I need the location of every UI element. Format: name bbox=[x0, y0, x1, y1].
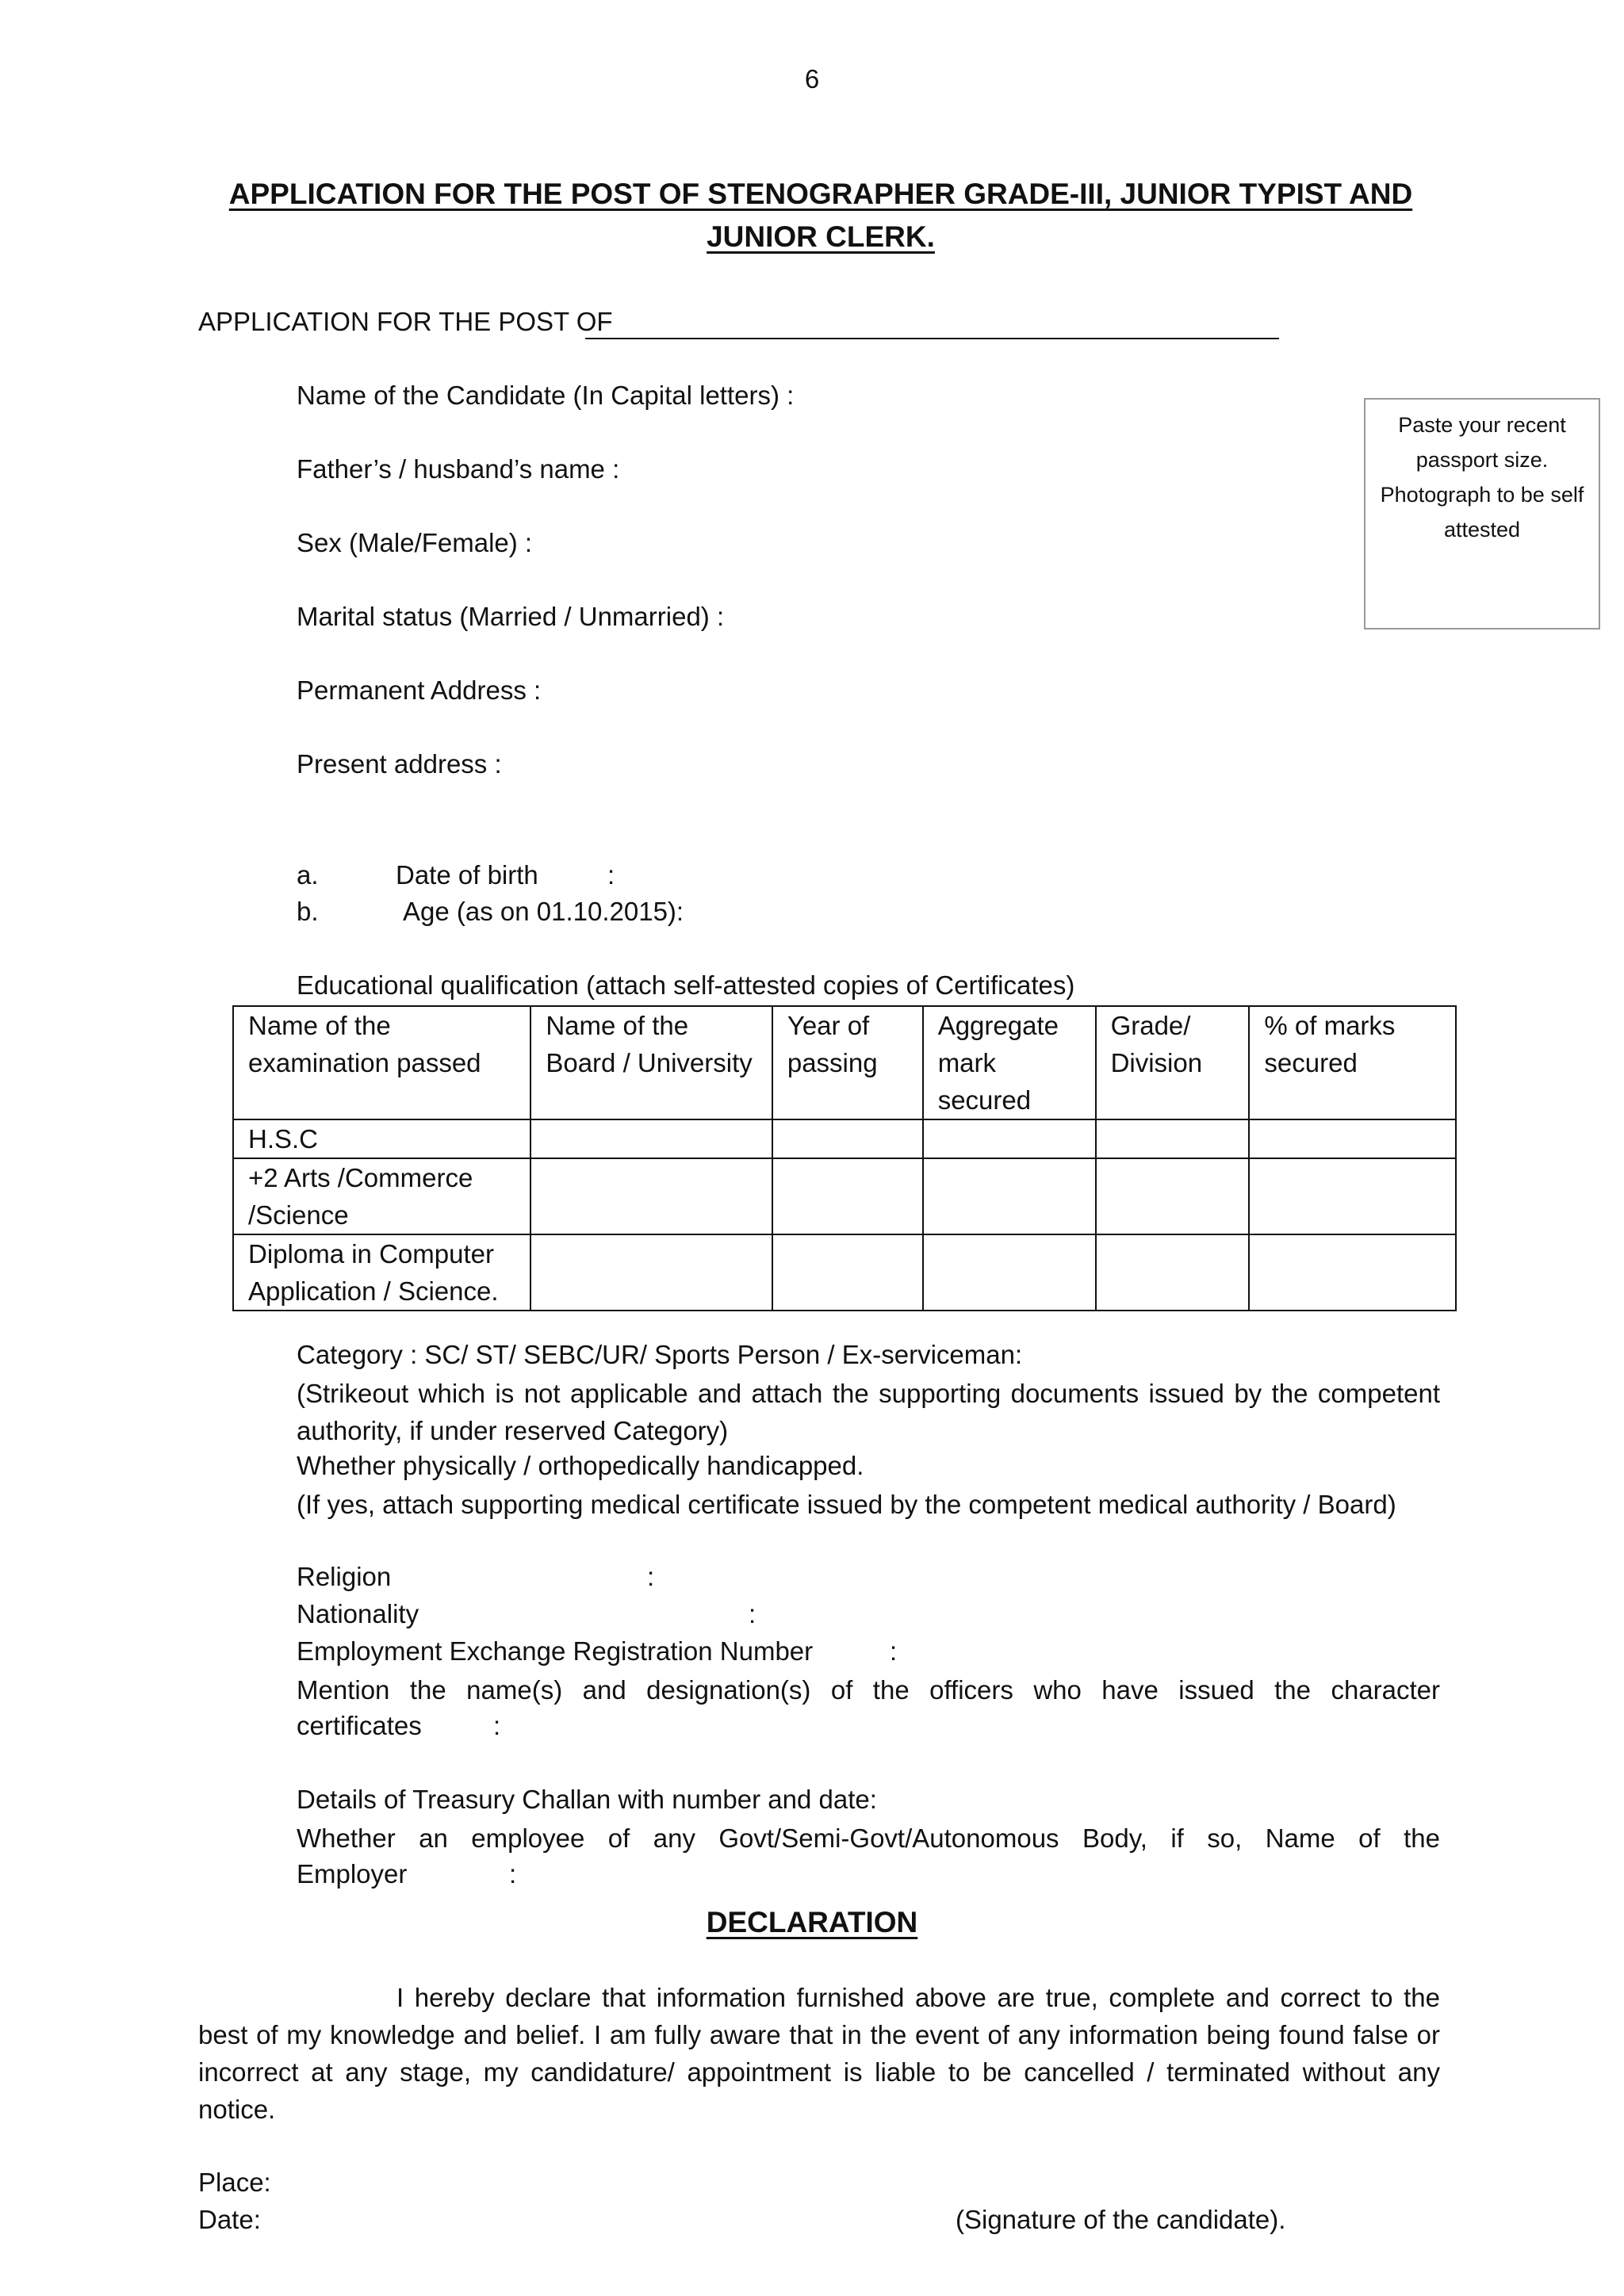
post-applied-blank-line[interactable] bbox=[585, 338, 1279, 339]
table-cell[interactable] bbox=[1096, 1119, 1250, 1158]
column-header: Year of passing bbox=[772, 1006, 923, 1119]
dob-label: Date of birth bbox=[396, 860, 538, 890]
table-cell[interactable] bbox=[772, 1158, 923, 1234]
handicap-note: (If yes, attach supporting medical certificate issued by the competent medical authority / Board) bbox=[297, 1490, 1396, 1519]
father-husband-name-label: Father’s / husband’s name : bbox=[297, 454, 620, 484]
nationality-colon: : bbox=[749, 1599, 756, 1628]
table-cell[interactable] bbox=[923, 1119, 1096, 1158]
table-cell[interactable] bbox=[1249, 1158, 1456, 1234]
table-row bbox=[233, 1158, 1456, 1234]
table-cell[interactable] bbox=[530, 1158, 772, 1234]
signature-label: (Signature of the candidate). bbox=[956, 2205, 1286, 2234]
religion-colon: : bbox=[647, 1562, 655, 1591]
table-cell[interactable] bbox=[530, 1119, 772, 1158]
column-header: Name of the examination passed bbox=[233, 1006, 530, 1119]
table-row bbox=[233, 1119, 1456, 1158]
handicap-label: Whether physically / orthopedically handicapped. bbox=[297, 1451, 864, 1480]
table-cell[interactable] bbox=[923, 1158, 1096, 1234]
table-header-row bbox=[233, 1006, 1456, 1119]
table-row bbox=[233, 1234, 1456, 1311]
declaration-body: I hereby declare that information furnished above are true, complete and correct to the best of my knowledge and belief. I am fully aware that in the event of any information being found false or incorrect at any stage, my candidature/ appointment is liable to be cancelled / terminated without any notice. bbox=[198, 1983, 1440, 2124]
date-label: Date: bbox=[198, 2205, 261, 2234]
category-label: Category : SC/ ST/ SEBC/UR/ Sports Person / Ex-serviceman: bbox=[297, 1340, 1023, 1369]
employer-colon: : bbox=[509, 1859, 517, 1888]
age-marker: b. bbox=[297, 897, 319, 926]
age-label: Age (as on 01.10.2015): bbox=[403, 897, 684, 926]
sex-label: Sex (Male/Female) : bbox=[297, 528, 533, 557]
page-title: APPLICATION FOR THE POST OF STENOGRAPHER GRADE-III, JUNIOR TYPIST AND JUNIOR CLERK. bbox=[228, 178, 1413, 253]
table-cell[interactable] bbox=[1249, 1234, 1456, 1311]
place-label: Place: bbox=[198, 2168, 271, 2197]
photo-box-instructions: Paste your recent passport size. Photograph to be self attested bbox=[1380, 413, 1584, 541]
photo-box bbox=[1364, 398, 1600, 629]
character-certificate-cont: certificates bbox=[297, 1711, 422, 1740]
exam-name-cell: +2 Arts /Commerce /Science bbox=[233, 1158, 530, 1234]
employment-exchange-colon: : bbox=[890, 1636, 898, 1666]
present-address-label: Present address : bbox=[297, 749, 502, 779]
nationality-label: Nationality bbox=[297, 1599, 419, 1628]
treasury-challan-label: Details of Treasury Challan with number and date: bbox=[297, 1785, 877, 1814]
column-header: % of marks secured bbox=[1249, 1006, 1456, 1119]
religion-label: Religion bbox=[297, 1562, 392, 1591]
exam-name-cell: H.S.C bbox=[233, 1119, 530, 1158]
declaration-heading: DECLARATION bbox=[706, 1906, 918, 1938]
education-table bbox=[232, 1005, 1457, 1311]
education-heading: Educational qualification (attach self-attested copies of Certificates) bbox=[297, 970, 1075, 1000]
employment-exchange-label: Employment Exchange Registration Number bbox=[297, 1636, 814, 1666]
exam-name-cell: Diploma in Computer Application / Science. bbox=[233, 1234, 530, 1311]
column-header: Aggregate mark secured bbox=[923, 1006, 1096, 1119]
page-number: 6 bbox=[804, 64, 820, 94]
permanent-address-label: Permanent Address : bbox=[297, 675, 542, 705]
column-header: Grade/ Division bbox=[1096, 1006, 1250, 1119]
employer-label: Employer bbox=[297, 1859, 408, 1888]
candidate-name-label: Name of the Candidate (In Capital letters) : bbox=[297, 381, 795, 410]
employee-text: Whether an employee of any Govt/Semi-Govt/Autonomous Body, if so, Name of the bbox=[297, 1823, 1440, 1853]
character-certificate-text: Mention the name(s) and designation(s) of the officers who have issued the character bbox=[297, 1675, 1440, 1705]
dob-colon: : bbox=[607, 860, 615, 890]
character-certificate-colon: : bbox=[493, 1711, 501, 1740]
table-cell[interactable] bbox=[530, 1234, 772, 1311]
table-cell[interactable] bbox=[1096, 1158, 1250, 1234]
table-cell[interactable] bbox=[772, 1119, 923, 1158]
category-note: (Strikeout which is not applicable and attach the supporting documents issued by the competent authority, if under reserved Category) bbox=[297, 1379, 1440, 1445]
dob-marker: a. bbox=[297, 860, 319, 890]
column-header: Name of the Board / University bbox=[530, 1006, 772, 1119]
post-applied-label: APPLICATION FOR THE POST OF bbox=[198, 307, 613, 336]
table-cell[interactable] bbox=[1096, 1234, 1250, 1311]
marital-status-label: Marital status (Married / Unmarried) : bbox=[297, 602, 725, 631]
table-cell[interactable] bbox=[1249, 1119, 1456, 1158]
table-cell[interactable] bbox=[772, 1234, 923, 1311]
table-cell[interactable] bbox=[923, 1234, 1096, 1311]
